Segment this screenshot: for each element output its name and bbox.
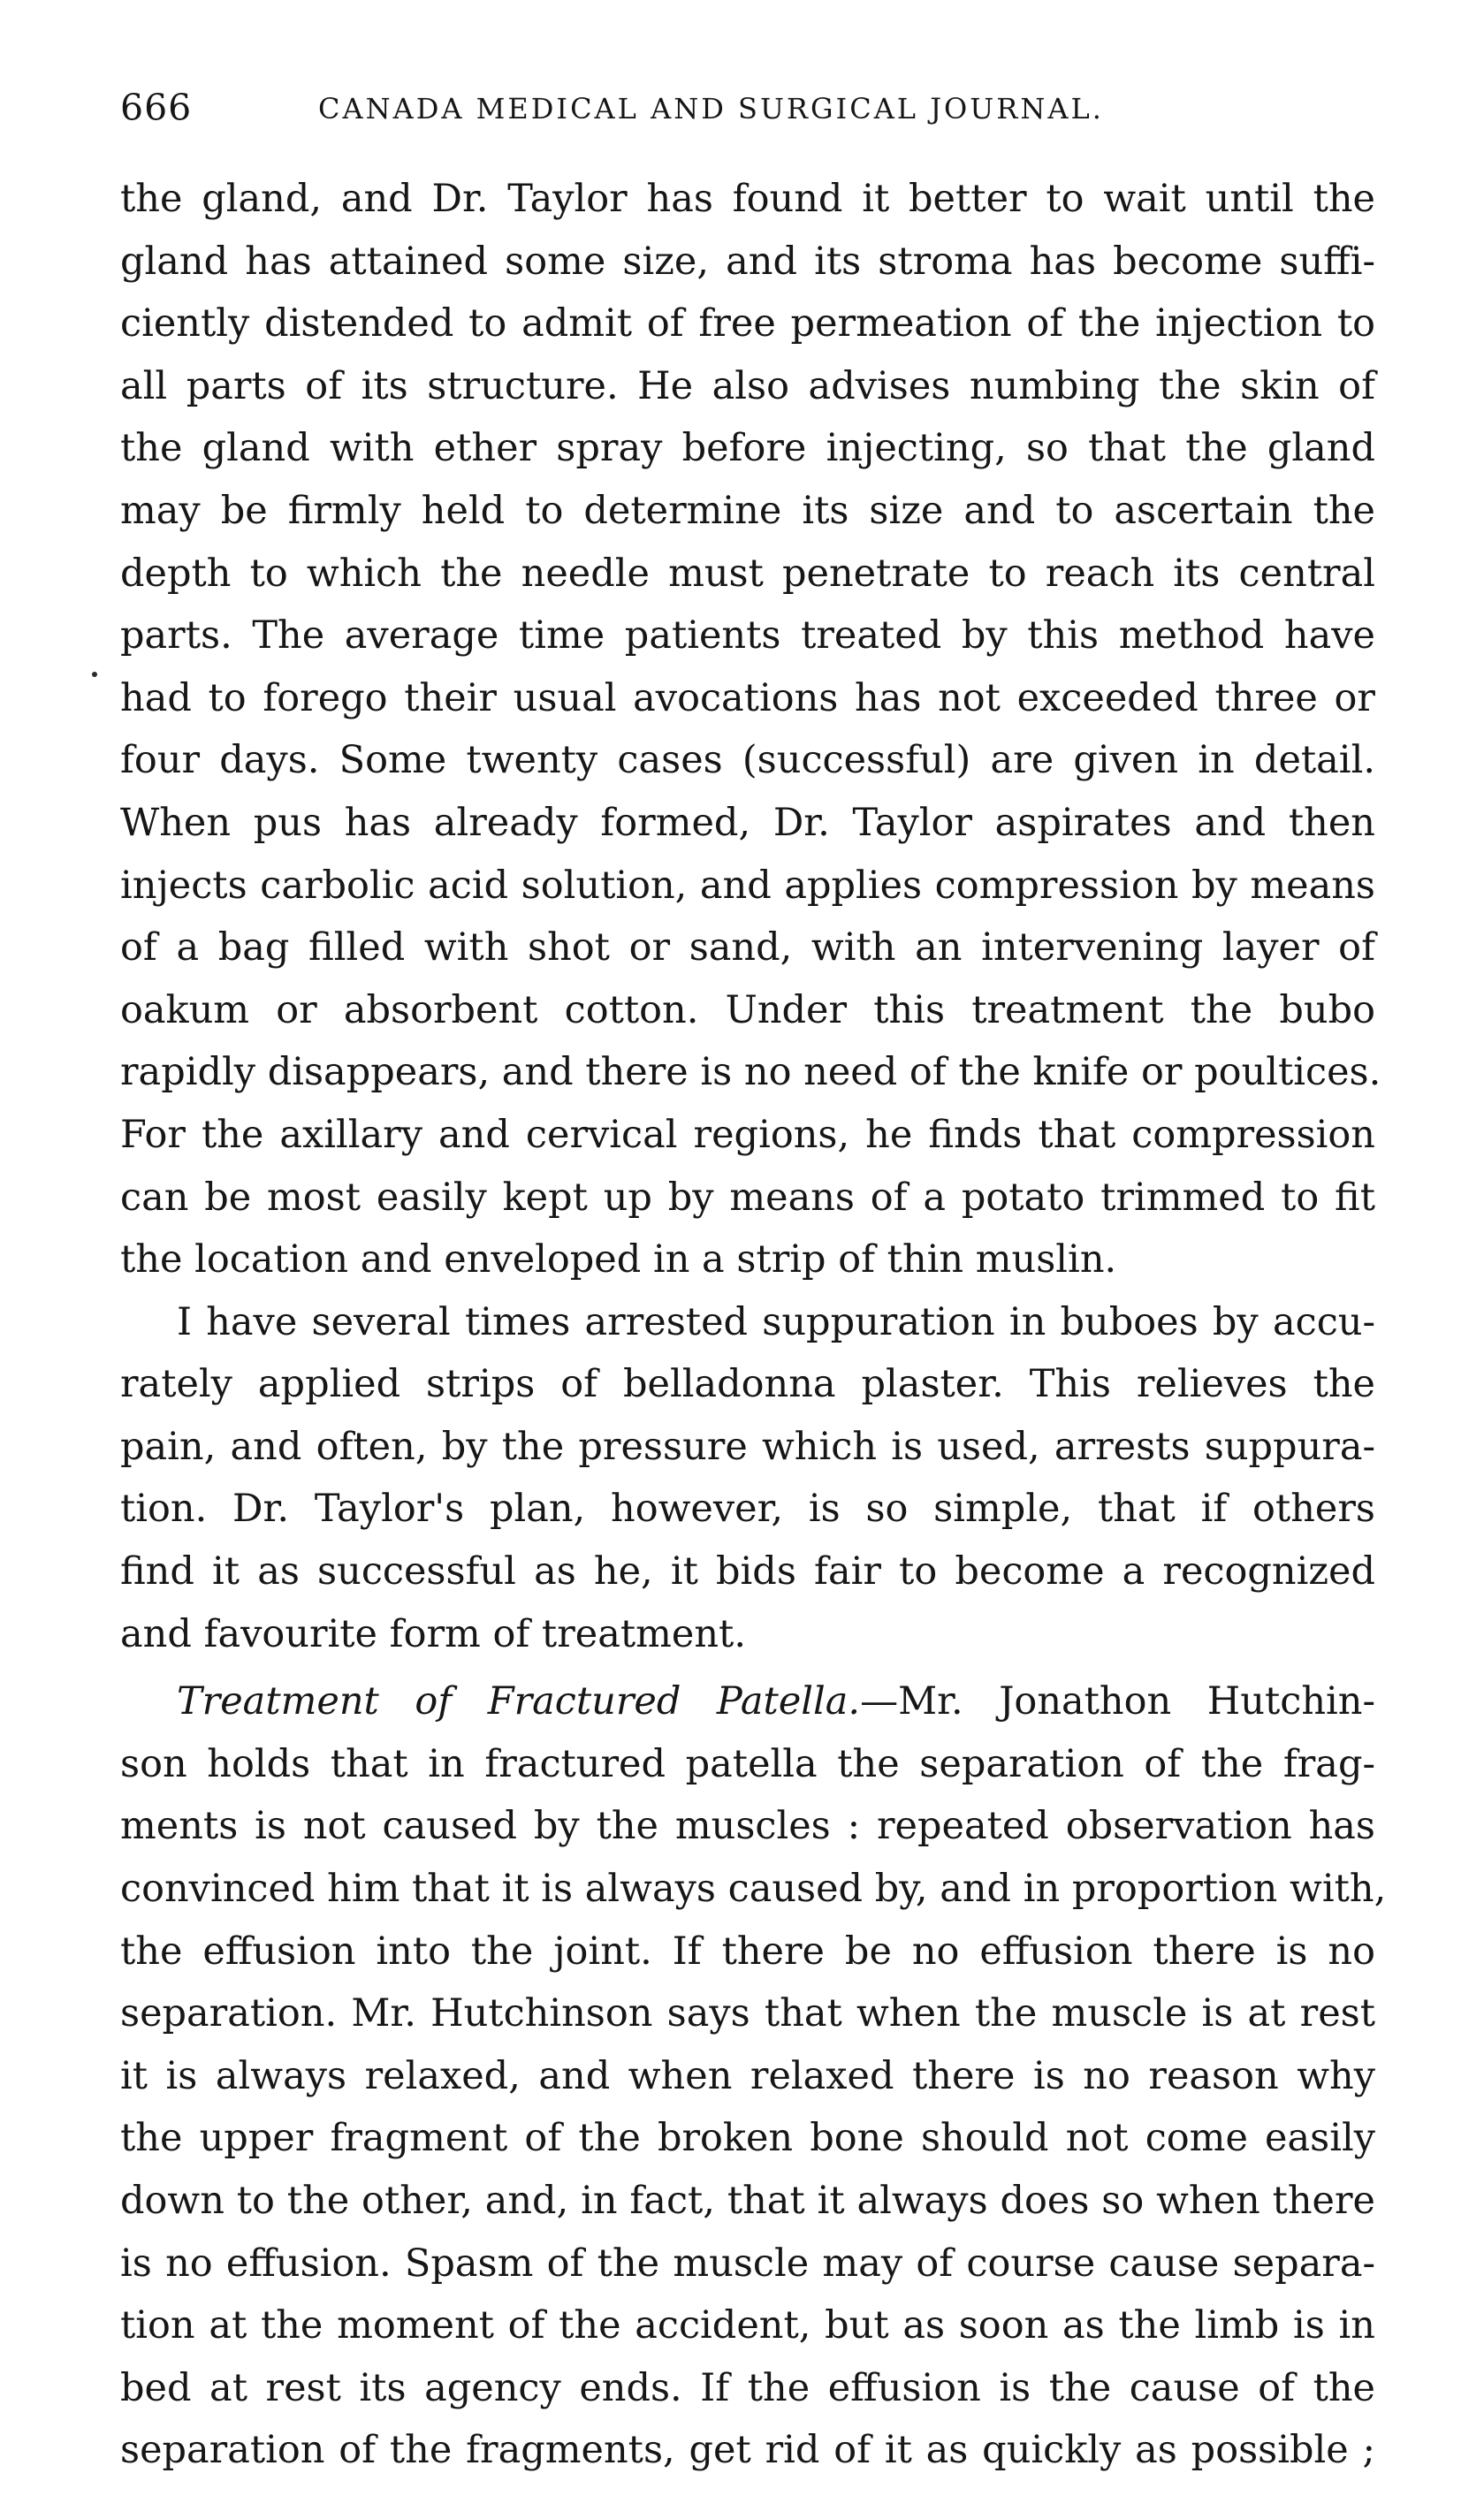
text-line: may be firmly held to determine its size and to ascertain the — [120, 488, 1375, 533]
text-line: down to the other, and, in fact, that it always does so when there — [120, 2179, 1375, 2223]
text-line: son holds that in fractured patella the separation of the frag- — [120, 1741, 1375, 1786]
text-line: injects carbolic acid solution, and applies compression by means — [120, 863, 1375, 908]
text-line: rately applied strips of belladonna plaster. This relieves the — [120, 1362, 1375, 1407]
text-line: ciently distended to admit of free permeation of the injection to — [120, 301, 1375, 346]
text-line: ments is not caused by the muscles : repeated observation has — [120, 1804, 1375, 1849]
text-line: find it as successful as he, it bids fair to become a recognized — [120, 1549, 1375, 1594]
text-line: can be most easily kept up by means of a potato trimmed to fit — [120, 1175, 1375, 1220]
text-line: the gland with ether spray before injecting, so that the gland — [120, 426, 1375, 471]
text-line: of a bag filled with shot or sand, with an intervening layer of — [120, 925, 1375, 970]
article-body — [120, 168, 1387, 2482]
text-line: depth to which the needle must penetrate to reach its central — [120, 551, 1375, 596]
text-line: is no effusion. Spasm of the muscle may of course cause separa- — [120, 2241, 1375, 2286]
section-title: Treatment of Fractured Patella. — [177, 1679, 861, 1724]
text-line: the gland, and Dr. Taylor has found it better to wait until the — [120, 177, 1375, 221]
text-line: bed at rest its agency ends. If the effusion is the cause of the — [120, 2365, 1375, 2410]
page-header — [120, 87, 1375, 140]
text-line: four days. Some twenty cases (successful) are given in detail. — [120, 738, 1375, 783]
paragraph-fractured-patella — [120, 1670, 1387, 2482]
text-line: tion. Dr. Taylor's plan, however, is so simple, that if others — [120, 1487, 1375, 1532]
text-line — [120, 1670, 1375, 1733]
text-line: rapidly disappears, and there is no need of the knife or poultices. — [120, 1050, 1381, 1095]
page-number: 666 — [120, 87, 193, 129]
text-line: had to forego their usual avocations has not exceeded three or — [120, 675, 1375, 720]
text-line: separation. Mr. Hutchinson says that when the muscle is at rest — [120, 1991, 1375, 2036]
text-line: the location and enveloped in a strip of thin muslin. — [120, 1237, 1117, 1282]
paragraph-bubo-injection — [120, 168, 1381, 1291]
text-line: oakum or absorbent cotton. Under this treatment the bubo — [120, 987, 1375, 1032]
section-title-continuation: —Mr. Jonathon Hutchin- — [860, 1679, 1375, 1724]
text-line: pain, and often, by the pressure which is used, arrests suppura- — [120, 1424, 1375, 1469]
text-line: For the axillary and cervical regions, he finds that compression — [120, 1112, 1375, 1157]
text-line: separation of the fragments, get rid of it as quickly as possible ; — [120, 2428, 1375, 2473]
running-head: CANADA MEDICAL AND SURGICAL JOURNAL. — [318, 92, 1104, 126]
text-line: the upper fragment of the broken bone should not come easily — [120, 2116, 1375, 2161]
text-line: it is always relaxed, and when relaxed there is no reason why — [120, 2053, 1375, 2098]
text-line: gland has attained some size, and its stroma has become suffi- — [120, 239, 1375, 284]
margin-dot-mark — [92, 672, 97, 677]
text-line: convinced him that it is always caused by, and in proportion with, — [120, 1867, 1387, 1912]
text-line: When pus has already formed, Dr. Taylor aspirates and then — [120, 800, 1375, 845]
paragraph-belladonna — [120, 1291, 1375, 1666]
text-line: all parts of its structure. He also advises numbing the skin of — [120, 363, 1375, 408]
text-line: and favourite form of treatment. — [120, 1611, 746, 1656]
text-line: the effusion into the joint. If there be no effusion there is no — [120, 1929, 1375, 1974]
text-line: I have several times arrested suppuration in buboes by accu- — [177, 1299, 1375, 1344]
text-line: tion at the moment of the accident, but as soon as the limb is in — [120, 2303, 1375, 2348]
text-line: parts. The average time patients treated by this method have — [120, 613, 1375, 658]
